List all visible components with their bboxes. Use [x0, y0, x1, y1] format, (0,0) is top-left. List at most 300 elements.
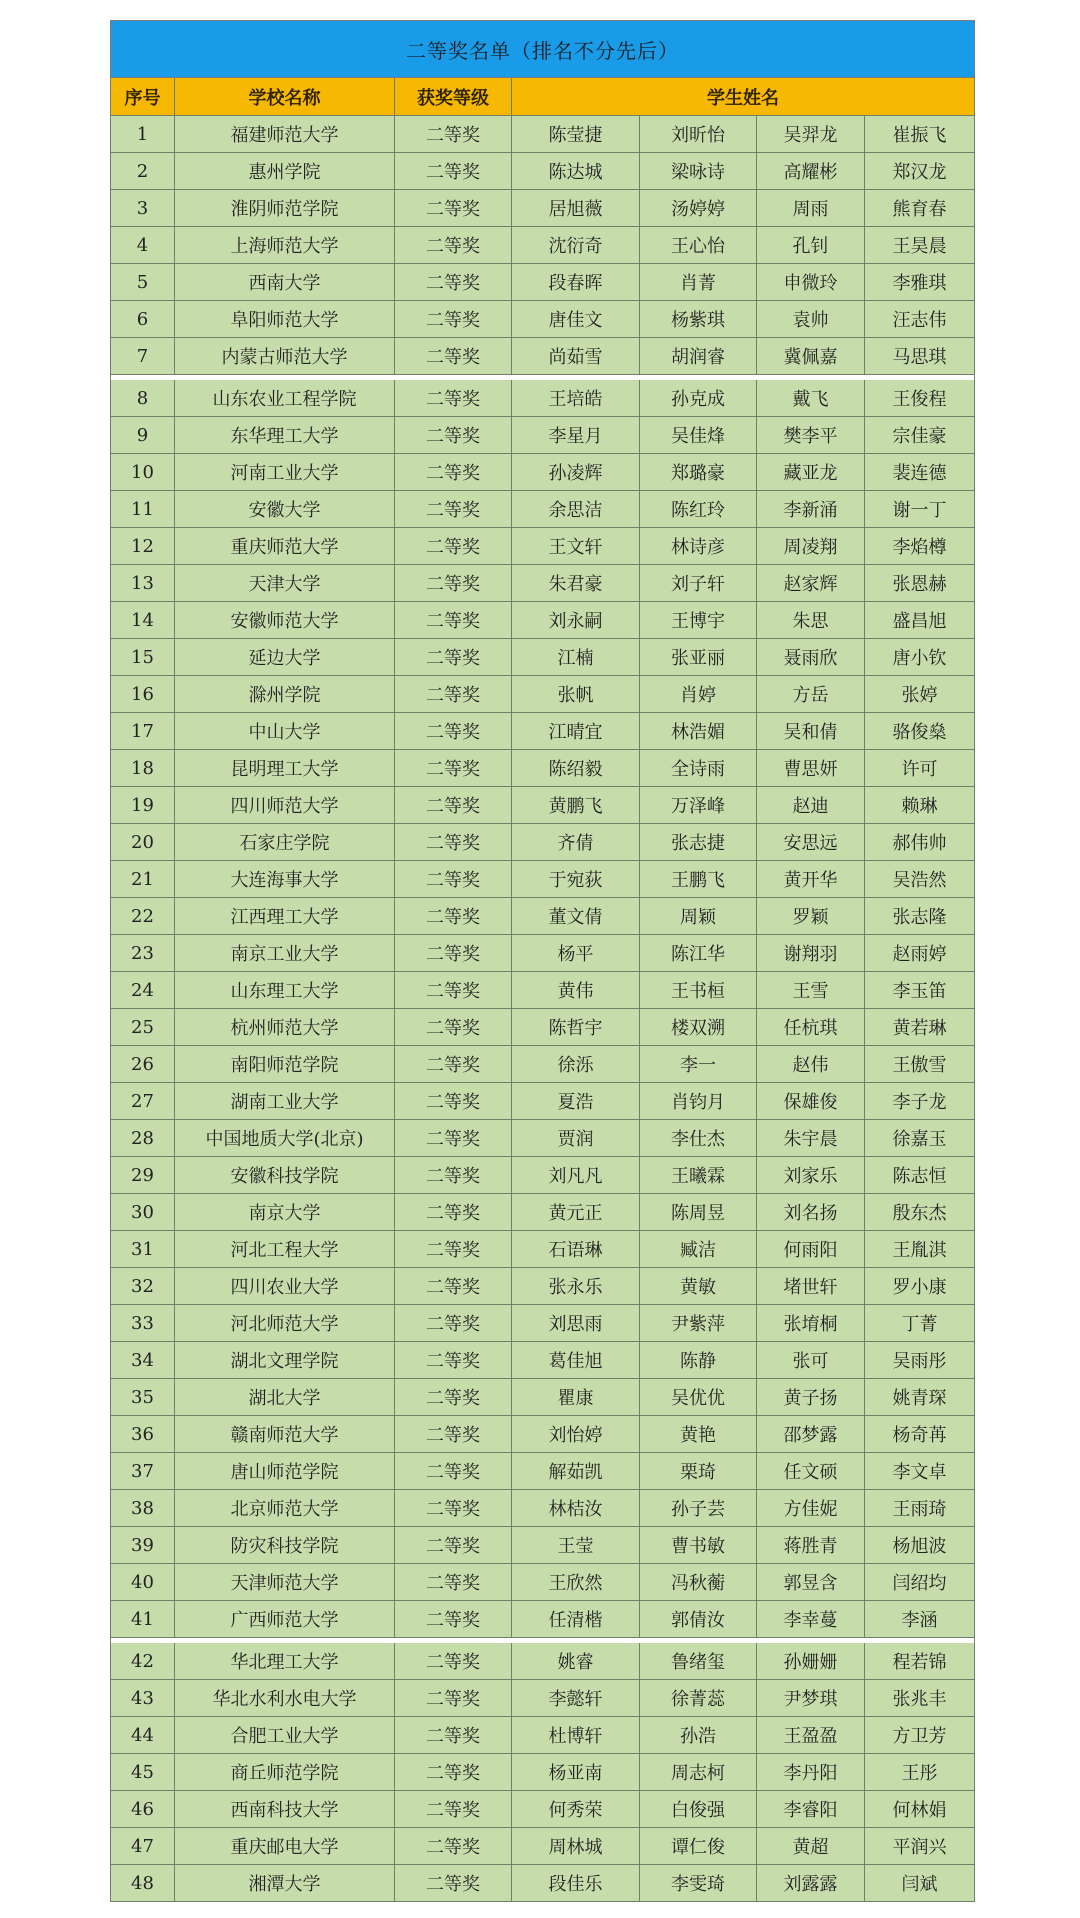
award-level: 二等奖 [395, 639, 512, 676]
award-level: 二等奖 [395, 227, 512, 264]
school-name: 内蒙古师范大学 [175, 338, 395, 375]
student-name: 陈江华 [640, 935, 757, 972]
table-row [110, 491, 975, 528]
school-name: 河南工业大学 [175, 454, 395, 491]
table-row [110, 1379, 975, 1416]
student-name: 楼双溯 [640, 1009, 757, 1046]
student-name: 孙子芸 [640, 1490, 757, 1527]
student-name: 任清楷 [512, 1601, 640, 1638]
school-name: 安徽科技学院 [175, 1157, 395, 1194]
student-name: 尚茹雪 [512, 338, 640, 375]
student-name: 汪志伟 [865, 301, 975, 338]
school-name: 中山大学 [175, 713, 395, 750]
student-name: 瞿康 [512, 1379, 640, 1416]
student-name: 杨平 [512, 935, 640, 972]
student-name: 于宛荻 [512, 861, 640, 898]
table-row [110, 454, 975, 491]
student-name: 王盈盈 [757, 1717, 865, 1754]
school-name: 东华理工大学 [175, 417, 395, 454]
student-name: 王欣然 [512, 1564, 640, 1601]
row-number: 19 [110, 787, 175, 824]
student-name: 尹紫萍 [640, 1305, 757, 1342]
award-level: 二等奖 [395, 1680, 512, 1717]
student-name: 何雨阳 [757, 1231, 865, 1268]
student-name: 陈周昱 [640, 1194, 757, 1231]
student-name: 李懿轩 [512, 1680, 640, 1717]
award-level: 二等奖 [395, 1717, 512, 1754]
student-name: 袁帅 [757, 301, 865, 338]
student-name: 张帆 [512, 676, 640, 713]
table-row [110, 1120, 975, 1157]
student-name: 吴优优 [640, 1379, 757, 1416]
table-row [110, 1754, 975, 1791]
student-name: 黄若琳 [865, 1009, 975, 1046]
header-no: 序号 [110, 78, 175, 116]
school-name: 华北理工大学 [175, 1643, 395, 1680]
student-name: 黄鹏飞 [512, 787, 640, 824]
student-name: 李涵 [865, 1601, 975, 1638]
student-name: 万泽峰 [640, 787, 757, 824]
award-level: 二等奖 [395, 380, 512, 417]
school-name: 河北工程大学 [175, 1231, 395, 1268]
row-number: 47 [110, 1828, 175, 1865]
student-name: 刘凡凡 [512, 1157, 640, 1194]
student-name: 黄伟 [512, 972, 640, 1009]
student-name: 王雨琦 [865, 1490, 975, 1527]
student-name: 李雯琦 [640, 1865, 757, 1902]
student-name: 王胤淇 [865, 1231, 975, 1268]
student-name: 陈志恒 [865, 1157, 975, 1194]
row-number: 33 [110, 1305, 175, 1342]
award-level: 二等奖 [395, 565, 512, 602]
student-name: 丁菁 [865, 1305, 975, 1342]
student-name: 刘露露 [757, 1865, 865, 1902]
student-name: 申微玲 [757, 264, 865, 301]
table-row [110, 1453, 975, 1490]
award-level: 二等奖 [395, 713, 512, 750]
student-name: 李文卓 [865, 1453, 975, 1490]
student-name: 王心怡 [640, 227, 757, 264]
student-name: 葛佳旭 [512, 1342, 640, 1379]
student-name: 林浩媚 [640, 713, 757, 750]
student-name: 任文硕 [757, 1453, 865, 1490]
student-name: 曹思妍 [757, 750, 865, 787]
student-name: 杨旭波 [865, 1527, 975, 1564]
table-row [110, 1231, 975, 1268]
student-name: 解茹凯 [512, 1453, 640, 1490]
student-name: 戴飞 [757, 380, 865, 417]
student-name: 平润兴 [865, 1828, 975, 1865]
award-level: 二等奖 [395, 1865, 512, 1902]
table-row [110, 301, 975, 338]
row-number: 5 [110, 264, 175, 301]
header-school: 学校名称 [175, 78, 395, 116]
student-name: 王文轩 [512, 528, 640, 565]
student-name: 崔振飞 [865, 116, 975, 153]
school-name: 淮阴师范学院 [175, 190, 395, 227]
school-name: 福建师范大学 [175, 116, 395, 153]
student-name: 刘名扬 [757, 1194, 865, 1231]
award-level: 二等奖 [395, 1791, 512, 1828]
student-name: 石语琳 [512, 1231, 640, 1268]
student-name: 全诗雨 [640, 750, 757, 787]
student-name: 黄艳 [640, 1416, 757, 1453]
school-name: 滁州学院 [175, 676, 395, 713]
table-row [110, 861, 975, 898]
award-table [110, 20, 975, 1902]
row-number: 23 [110, 935, 175, 972]
award-level: 二等奖 [395, 1194, 512, 1231]
table-title: 二等奖名单（排名不分先后） [110, 20, 975, 78]
student-name: 徐嘉玉 [865, 1120, 975, 1157]
table-row [110, 380, 975, 417]
award-level: 二等奖 [395, 301, 512, 338]
student-name: 赵迪 [757, 787, 865, 824]
student-name: 沈衍奇 [512, 227, 640, 264]
student-name: 罗颖 [757, 898, 865, 935]
row-number: 27 [110, 1083, 175, 1120]
student-name: 肖婷 [640, 676, 757, 713]
award-level: 二等奖 [395, 417, 512, 454]
school-name: 南阳师范学院 [175, 1046, 395, 1083]
table-row [110, 1601, 975, 1638]
student-name: 赵雨婷 [865, 935, 975, 972]
student-name: 程若锦 [865, 1643, 975, 1680]
row-number: 3 [110, 190, 175, 227]
award-level: 二等奖 [395, 1120, 512, 1157]
table-row [110, 528, 975, 565]
student-name: 唐佳文 [512, 301, 640, 338]
table-row [110, 1342, 975, 1379]
student-name: 马思琪 [865, 338, 975, 375]
table-row [110, 1009, 975, 1046]
table-row [110, 417, 975, 454]
row-number: 41 [110, 1601, 175, 1638]
student-name: 蒋胜青 [757, 1527, 865, 1564]
student-name: 樊李平 [757, 417, 865, 454]
row-number: 35 [110, 1379, 175, 1416]
school-name: 中国地质大学(北京) [175, 1120, 395, 1157]
student-name: 姚青琛 [865, 1379, 975, 1416]
row-number: 10 [110, 454, 175, 491]
row-number: 44 [110, 1717, 175, 1754]
student-name: 居旭薇 [512, 190, 640, 227]
student-name: 谢翔羽 [757, 935, 865, 972]
row-number: 17 [110, 713, 175, 750]
row-number: 31 [110, 1231, 175, 1268]
school-name: 重庆师范大学 [175, 528, 395, 565]
student-name: 刘昕怡 [640, 116, 757, 153]
school-name: 北京师范大学 [175, 1490, 395, 1527]
student-name: 陈红玲 [640, 491, 757, 528]
header-level: 获奖等级 [395, 78, 512, 116]
student-name: 黄子扬 [757, 1379, 865, 1416]
school-name: 山东理工大学 [175, 972, 395, 1009]
row-number: 29 [110, 1157, 175, 1194]
award-level: 二等奖 [395, 1453, 512, 1490]
school-name: 安徽师范大学 [175, 602, 395, 639]
student-name: 姚睿 [512, 1643, 640, 1680]
student-name: 张可 [757, 1342, 865, 1379]
student-name: 吴佳烽 [640, 417, 757, 454]
student-name: 黄超 [757, 1828, 865, 1865]
student-name: 刘怡婷 [512, 1416, 640, 1453]
student-name: 江楠 [512, 639, 640, 676]
student-name: 殷东杰 [865, 1194, 975, 1231]
award-level: 二等奖 [395, 1643, 512, 1680]
student-name: 王雪 [757, 972, 865, 1009]
row-number: 45 [110, 1754, 175, 1791]
row-number: 8 [110, 380, 175, 417]
school-name: 合肥工业大学 [175, 1717, 395, 1754]
table-row [110, 264, 975, 301]
table-row [110, 750, 975, 787]
student-name: 保雄俊 [757, 1083, 865, 1120]
student-name: 吴羿龙 [757, 116, 865, 153]
school-name: 湘潭大学 [175, 1865, 395, 1902]
school-name: 昆明理工大学 [175, 750, 395, 787]
award-level: 二等奖 [395, 153, 512, 190]
table-row [110, 972, 975, 1009]
student-name: 王鹏飞 [640, 861, 757, 898]
student-name: 李一 [640, 1046, 757, 1083]
school-name: 华北水利水电大学 [175, 1680, 395, 1717]
student-name: 杨奇苒 [865, 1416, 975, 1453]
school-name: 四川农业大学 [175, 1268, 395, 1305]
award-level: 二等奖 [395, 1416, 512, 1453]
school-name: 西南科技大学 [175, 1791, 395, 1828]
school-name: 天津师范大学 [175, 1564, 395, 1601]
table-row [110, 116, 975, 153]
award-level: 二等奖 [395, 1490, 512, 1527]
student-name: 王昊晨 [865, 227, 975, 264]
table-row [110, 227, 975, 264]
school-name: 南京工业大学 [175, 935, 395, 972]
student-name: 尹梦琪 [757, 1680, 865, 1717]
student-name: 段佳乐 [512, 1865, 640, 1902]
student-name: 盛昌旭 [865, 602, 975, 639]
row-number: 9 [110, 417, 175, 454]
student-name: 骆俊燊 [865, 713, 975, 750]
award-level: 二等奖 [395, 1046, 512, 1083]
student-name: 肖钧月 [640, 1083, 757, 1120]
award-level: 二等奖 [395, 787, 512, 824]
row-number: 28 [110, 1120, 175, 1157]
student-name: 陈莹捷 [512, 116, 640, 153]
award-level: 二等奖 [395, 1157, 512, 1194]
row-number: 37 [110, 1453, 175, 1490]
award-level: 二等奖 [395, 1828, 512, 1865]
student-name: 梁咏诗 [640, 153, 757, 190]
table-row [110, 787, 975, 824]
student-name: 唐小钦 [865, 639, 975, 676]
table-row [110, 1416, 975, 1453]
row-number: 48 [110, 1865, 175, 1902]
table-row [110, 1643, 975, 1680]
student-name: 王莹 [512, 1527, 640, 1564]
student-name: 李丹阳 [757, 1754, 865, 1791]
student-name: 赵家辉 [757, 565, 865, 602]
student-name: 朱君豪 [512, 565, 640, 602]
school-name: 湖北大学 [175, 1379, 395, 1416]
student-name: 张志捷 [640, 824, 757, 861]
award-level: 二等奖 [395, 750, 512, 787]
student-name: 王书桓 [640, 972, 757, 1009]
student-name: 安思远 [757, 824, 865, 861]
row-number: 22 [110, 898, 175, 935]
row-number: 1 [110, 116, 175, 153]
table-row [110, 1157, 975, 1194]
row-number: 12 [110, 528, 175, 565]
table-row [110, 1490, 975, 1527]
row-number: 34 [110, 1342, 175, 1379]
student-name: 王彤 [865, 1754, 975, 1791]
school-name: 赣南师范大学 [175, 1416, 395, 1453]
award-level: 二等奖 [395, 1009, 512, 1046]
student-name: 郭倩汝 [640, 1601, 757, 1638]
row-number: 39 [110, 1527, 175, 1564]
row-number: 21 [110, 861, 175, 898]
school-name: 江西理工大学 [175, 898, 395, 935]
school-name: 阜阳师范大学 [175, 301, 395, 338]
student-name: 王傲雪 [865, 1046, 975, 1083]
student-name: 熊育春 [865, 190, 975, 227]
student-name: 董文倩 [512, 898, 640, 935]
row-number: 24 [110, 972, 175, 1009]
table-row [110, 1268, 975, 1305]
student-name: 王博宇 [640, 602, 757, 639]
row-number: 43 [110, 1680, 175, 1717]
student-name: 李子龙 [865, 1083, 975, 1120]
table-row [110, 639, 975, 676]
student-name: 吴和倩 [757, 713, 865, 750]
award-level: 二等奖 [395, 338, 512, 375]
row-number: 26 [110, 1046, 175, 1083]
student-name: 栗琦 [640, 1453, 757, 1490]
row-number: 46 [110, 1791, 175, 1828]
table-row [110, 1865, 975, 1902]
school-name: 石家庄学院 [175, 824, 395, 861]
row-number: 40 [110, 1564, 175, 1601]
award-level: 二等奖 [395, 898, 512, 935]
student-name: 何林娟 [865, 1791, 975, 1828]
student-name: 周凌翔 [757, 528, 865, 565]
award-level: 二等奖 [395, 1601, 512, 1638]
table-row [110, 824, 975, 861]
school-name: 天津大学 [175, 565, 395, 602]
school-name: 杭州师范大学 [175, 1009, 395, 1046]
student-name: 陈绍毅 [512, 750, 640, 787]
row-number: 32 [110, 1268, 175, 1305]
student-name: 黄元正 [512, 1194, 640, 1231]
school-name: 南京大学 [175, 1194, 395, 1231]
row-number: 16 [110, 676, 175, 713]
student-name: 胡润睿 [640, 338, 757, 375]
student-name: 方岳 [757, 676, 865, 713]
student-name: 冀佩嘉 [757, 338, 865, 375]
table-row [110, 1717, 975, 1754]
student-name: 何秀荣 [512, 1791, 640, 1828]
student-name: 黄敏 [640, 1268, 757, 1305]
student-name: 林桔汝 [512, 1490, 640, 1527]
row-number: 6 [110, 301, 175, 338]
student-name: 齐倩 [512, 824, 640, 861]
student-name: 徐菁蕊 [640, 1680, 757, 1717]
table-row [110, 898, 975, 935]
award-level: 二等奖 [395, 1083, 512, 1120]
student-name: 孔钊 [757, 227, 865, 264]
student-name: 高耀彬 [757, 153, 865, 190]
student-name: 李幸蔓 [757, 1601, 865, 1638]
student-name: 白俊强 [640, 1791, 757, 1828]
table-row [110, 1305, 975, 1342]
table-row [110, 565, 975, 602]
award-level: 二等奖 [395, 824, 512, 861]
row-number: 11 [110, 491, 175, 528]
student-name: 任杭琪 [757, 1009, 865, 1046]
award-level: 二等奖 [395, 1305, 512, 1342]
student-name: 李仕杰 [640, 1120, 757, 1157]
school-name: 延边大学 [175, 639, 395, 676]
student-name: 周林城 [512, 1828, 640, 1865]
header-students: 学生姓名 [512, 78, 975, 116]
row-number: 13 [110, 565, 175, 602]
award-level: 二等奖 [395, 935, 512, 972]
table-row [110, 190, 975, 227]
school-name: 重庆邮电大学 [175, 1828, 395, 1865]
table-row [110, 713, 975, 750]
row-number: 42 [110, 1643, 175, 1680]
row-number: 18 [110, 750, 175, 787]
student-name: 孙凌辉 [512, 454, 640, 491]
student-name: 郑璐豪 [640, 454, 757, 491]
table-row [110, 1791, 975, 1828]
award-level: 二等奖 [395, 1527, 512, 1564]
student-name: 李新涌 [757, 491, 865, 528]
student-name: 孙浩 [640, 1717, 757, 1754]
student-name: 冯秋蘅 [640, 1564, 757, 1601]
student-name: 臧洁 [640, 1231, 757, 1268]
student-name: 郭昱含 [757, 1564, 865, 1601]
row-number: 7 [110, 338, 175, 375]
table-row [110, 602, 975, 639]
row-number: 20 [110, 824, 175, 861]
student-name: 张亚丽 [640, 639, 757, 676]
student-name: 聂雨欣 [757, 639, 865, 676]
award-level: 二等奖 [395, 602, 512, 639]
student-name: 朱宇晨 [757, 1120, 865, 1157]
student-name: 鲁绪玺 [640, 1643, 757, 1680]
award-level: 二等奖 [395, 190, 512, 227]
school-name: 山东农业工程学院 [175, 380, 395, 417]
award-level: 二等奖 [395, 972, 512, 1009]
student-name: 郑汉龙 [865, 153, 975, 190]
student-name: 张志隆 [865, 898, 975, 935]
student-name: 孙姗姗 [757, 1643, 865, 1680]
student-name: 陈静 [640, 1342, 757, 1379]
row-number: 4 [110, 227, 175, 264]
student-name: 许可 [865, 750, 975, 787]
student-name: 杨紫琪 [640, 301, 757, 338]
award-level: 二等奖 [395, 1564, 512, 1601]
student-name: 闫斌 [865, 1865, 975, 1902]
award-level: 二等奖 [395, 454, 512, 491]
student-name: 余思洁 [512, 491, 640, 528]
award-level: 二等奖 [395, 1342, 512, 1379]
student-name: 邵梦露 [757, 1416, 865, 1453]
student-name: 赖琳 [865, 787, 975, 824]
student-name: 夏浩 [512, 1083, 640, 1120]
